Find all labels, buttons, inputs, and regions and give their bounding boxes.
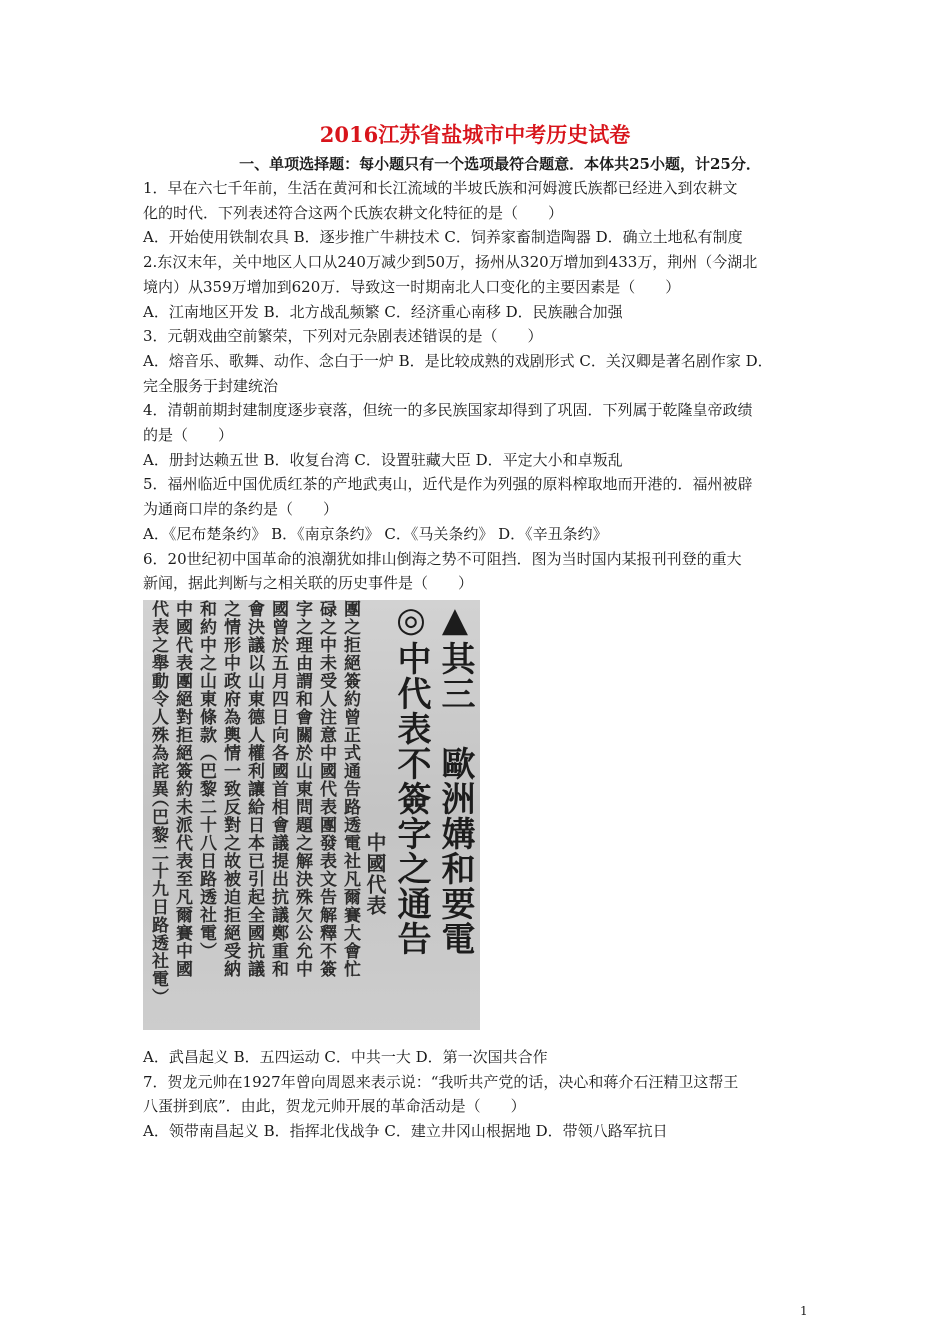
text-line: 6．20世纪初中国革命的浪潮犹如排山倒海之势不可阻挡．图为当时国内某报刊刊登的重大 <box>143 549 742 568</box>
text-line: 3．元朝戏曲空前繁荣，下列对元杂剧表述错误的是（ ） <box>143 327 543 346</box>
text-line: A．册封达赖五世 B．收复台湾 C．设置驻藏大臣 D．平定大小和卓叛乱 <box>143 450 623 469</box>
newspaper-clipping-image <box>143 600 480 1030</box>
news-column: ▲其三 歐洲媾和要電 <box>435 600 475 956</box>
news-column: 和約中之山東條款（巴黎二十八日路透社電） <box>196 600 216 960</box>
text-line: A．熔音乐、歌舞、动作、念白于一炉 B．是比较成熟的戏剧形式 C．关汉卿是著名剧作家 D． <box>143 351 773 370</box>
text-line: A．领带南昌起义 B．指挥北伐战争 C．建立井冈山根据地 D．带领八路军抗日 <box>143 1122 668 1141</box>
text-line: 4．清朝前期封建制度逐步衰落，但统一的多民族国家却得到了巩固．下列属于乾隆皇帝政绩 <box>143 401 753 420</box>
news-column: 會決議以山東德人權利讓給日本已引起全國抗議 <box>244 600 264 978</box>
text-line: 境内）从359万增加到620万．导致这一时期南北人口变化的主要因素是（ ） <box>143 277 681 296</box>
news-column: 之情形中政府為輿情一致反對之故被迫拒絕受納 <box>220 600 240 978</box>
text-line: 为通商口岸的条约是（ ） <box>143 500 339 519</box>
text-line: A．武昌起义 B．五四运动 C．中共一大 D．第一次国共合作 <box>143 1048 548 1066</box>
page-number: 1 <box>800 1304 808 1318</box>
news-column: 團之拒絕簽約曾正式通告路透電社凡爾賽大會忙 <box>340 600 360 978</box>
news-column: 中國代表 <box>363 832 387 916</box>
news-column: 字之理由謂和會關於山東問題之解決殊欠公允中 <box>292 600 312 978</box>
news-column: （巴黎二十九日路透社電） <box>148 790 168 1006</box>
text-line: 1．早在六七千年前，生活在黄河和长江流域的半坡氏族和河姆渡氏族都已经进入到农耕文 <box>143 179 738 197</box>
text-line: A．江南地区开发 B．北方战乱频繁 C．经济重心南移 D．民族融合加强 <box>143 302 623 321</box>
text-line: 的是（ ） <box>143 426 234 444</box>
section-heading: 一、单项选择题：每小题只有一个选项最符合题意．本体共25小题，计25分． <box>239 155 761 173</box>
page-title: 2016江苏省盐城市中考历史试卷 <box>319 122 631 147</box>
text-line: 完全服务于封建统治 <box>143 376 279 395</box>
text-line: 7．贺龙元帅在1927年曾向周恩来表示说：“我听共产党的话，决心和蒋介石汪精卫这帮王 <box>143 1072 739 1091</box>
text-line: 2.东汉末年，关中地区人口从240万减少到50万，扬州从320万增加到433万，荆州（今湖北 <box>143 253 758 272</box>
news-column: ◎中代表不簽字之通告 <box>391 600 431 956</box>
text-line: A．开始使用铁制农具 B．逐步推广牛耕技术 C．饲养家畜制造陶器 D．确立土地私有制度 <box>143 228 743 247</box>
news-column: 代表之舉動令人殊為詫異 <box>148 600 168 798</box>
text-line: 新闻，据此判断与之相关联的历史事件是（ ） <box>143 574 474 593</box>
news-column: 中國代表團絕對拒絕簽約未派代表至凡爾賽中國 <box>172 600 192 978</box>
news-column: 國曾於五月四日向各國首相會議提出抗議鄭重和 <box>268 600 288 978</box>
text-line: 八蛋拼到底”．由此，贺龙元帅开展的革命活动是（ ） <box>143 1097 526 1116</box>
news-column: 碌之中未受人注意中國代表團發表文告解釋不簽 <box>316 600 336 978</box>
text-line: 化的时代．下列表述符合这两个氏族农耕文化特征的是（ ） <box>143 203 564 222</box>
text-line: A．《尼布楚条约》 B．《南京条约》 C．《马关条约》 D．《辛丑条约》 <box>143 524 608 543</box>
text-line: 5．福州临近中国优质红茶的产地武夷山，近代是作为列强的原料榨取地而开港的．福州被辟 <box>143 475 753 494</box>
